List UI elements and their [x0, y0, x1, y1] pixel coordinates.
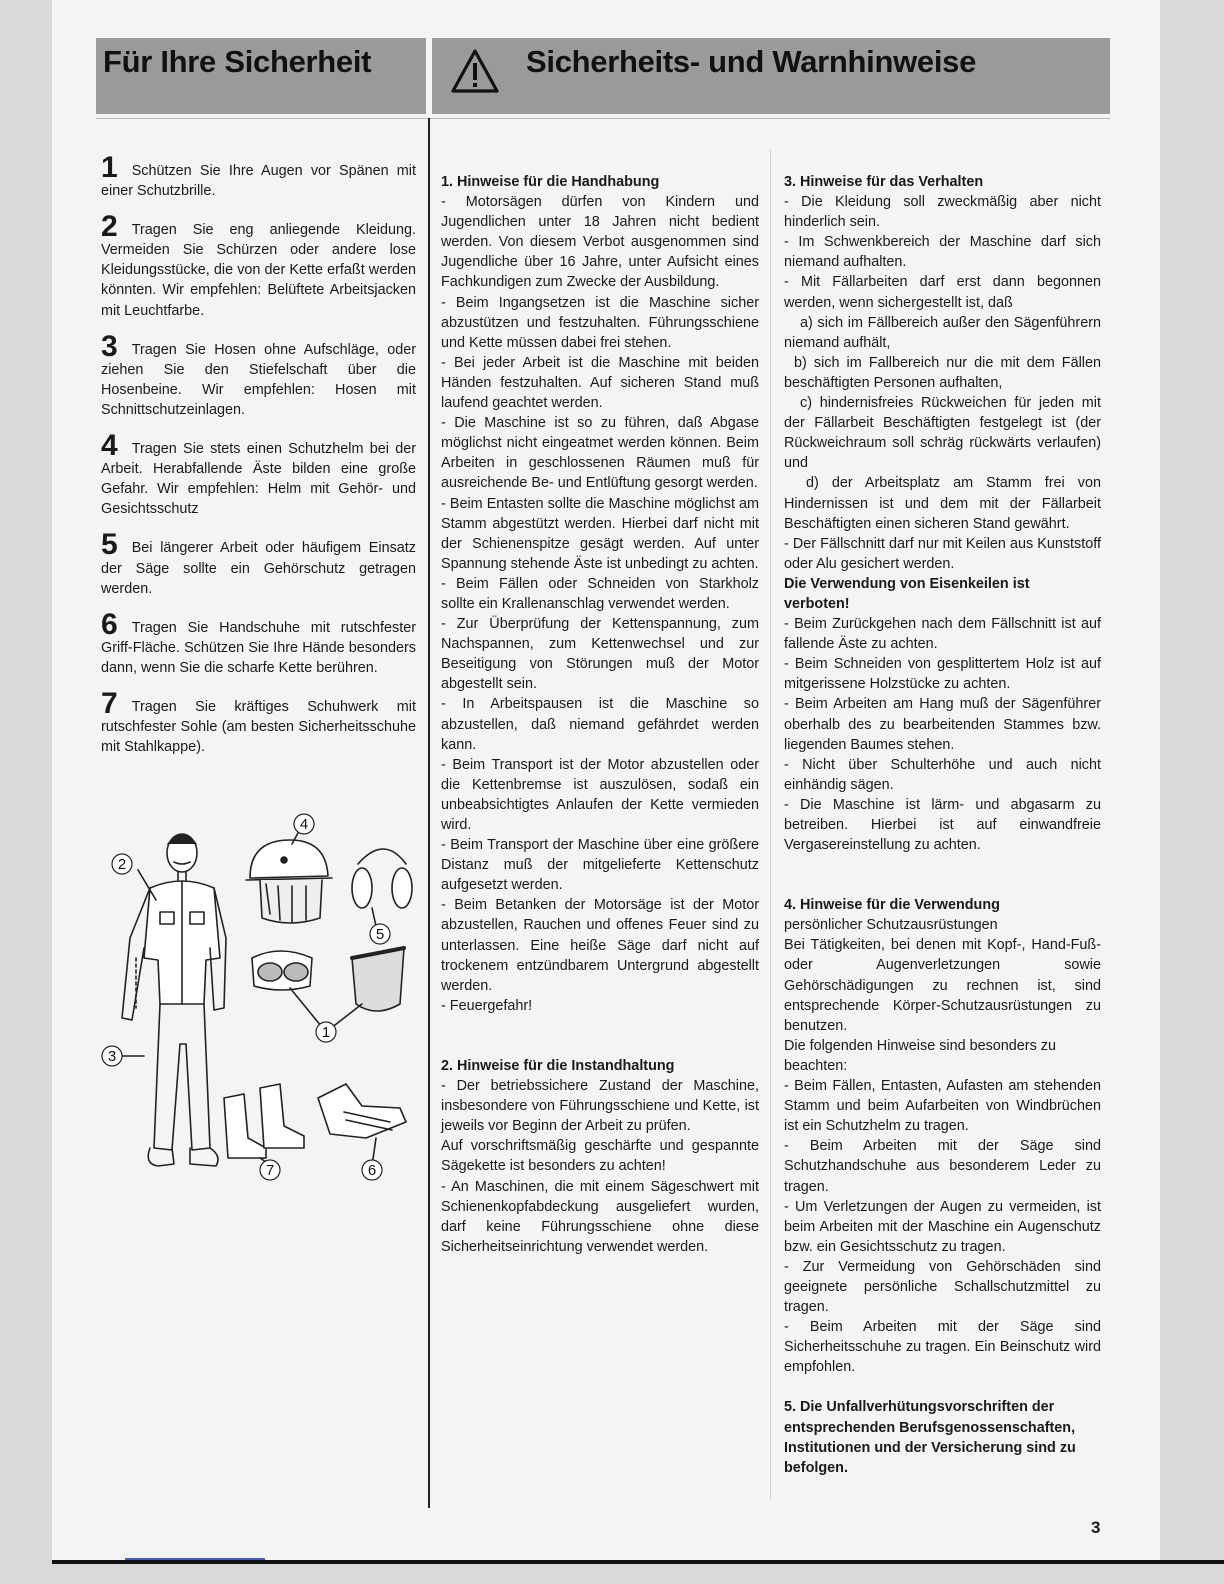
list-item: 5 Bei längerer Arbeit oder häufigem Einsatz der Säge sollte ein Gehörschutz getragen werden.	[101, 528, 416, 597]
list-item: - Feuergefahr!	[441, 997, 533, 1014]
list-item: - Beim Fällen, Entasten, Aufasten am stehenden Stamm und beim Aufarbeiten von Windbrüchen ist ein Schutzhelm zu tragen.	[784, 1078, 1101, 1135]
list-item: b) sich im Fallbereich nur die mit dem Fällen beschäftigten Personen aufhalten,	[784, 354, 1101, 391]
list-item: - Motorsägen dürfen von Kindern und Jugendlichen unter 18 Jahren nicht bedient werden. Von diesem Verbot ausgenommen sind Jugendliche über 16 Jahre, unter Aufsicht eines Fachkundigen zum Zwecke der Ausbildung.	[441, 194, 759, 291]
list-item: - Beim Zurückgehen nach dem Fällschnitt ist auf fallende Äste zu achten.	[784, 616, 1101, 653]
warning-triangle-icon	[450, 48, 500, 94]
section-subheading: persönlicher Schutzausrüstungen	[784, 917, 998, 934]
list-item: c) hindernisfreies Rückweichen für jeden mit der Fällarbeit Beschäftigten festgelegt ist (der Rückweichraum soll schräg rückwärts verlaufen) und	[784, 395, 1101, 472]
worker-figure-icon	[122, 834, 226, 1166]
safety-boots-icon	[224, 1084, 304, 1158]
list-item: - Beim Entasten sollte die Maschine möglichst am Stamm abgestützt werden. Hierbei darf nicht mit der Schienenspitze gesägt werden. Auf unter Spannung stehende Äste ist unbedingt zu achten.	[441, 495, 759, 572]
list-item: - Die Kleidung soll zweckmäßig aber nicht hinderlich sein.	[784, 194, 1101, 231]
label-3: 3	[107, 1048, 117, 1065]
list-item: - Beim Transport ist der Motor abzustellen oder die Kettenbremse ist auszulösen, sodaß ein unbeabsichtigtes Anlaufen der Kette vermieden wird.	[441, 756, 759, 833]
section-heading: 3. Hinweise für das Verhalten	[784, 174, 984, 190]
section-title-right: Sicherheits- und Warnhinweise	[526, 44, 977, 79]
list-item: - Zur Vermeidung von Gehörschäden sind geeignete persönliche Schallschutzmittel zu tragen.	[784, 1258, 1101, 1316]
safety-goggles-icon	[252, 951, 312, 990]
list-item: 2 Tragen Sie eng anliegende Kleidung. Vermeiden Sie Schürzen oder andere lose Kleidungsstücke, die von der Kette erfaßt werden könnten. Wir empfehlen: Belüftete Arbeitsjacken mit Leuchtfarbe.	[101, 210, 416, 319]
label-2: 2	[117, 856, 127, 873]
page-number: 3	[1091, 1518, 1101, 1537]
face-shield-icon	[352, 948, 404, 1011]
list-item: - Beim Arbeiten mit der Säge sind Schutzhandschuhe aus besonderem Leder zu tragen.	[784, 1138, 1101, 1195]
list-item: - Der betriebssichere Zustand der Maschine, insbesondere von Führungsschiene und Kette, ist jeweils vor Beginn der Arbeit zu prüfen.	[441, 1078, 759, 1135]
list-item: 6 Tragen Sie Handschuhe mit rutschfester Griff-Fläche. Schützen Sie Ihre Hände besonders dann, wenn Sie die scharfe Kette berühren.	[101, 607, 416, 676]
list-item: - Beim Fällen oder Schneiden von Starkholz sollte ein Krallenanschlag verwendet werden.	[441, 575, 759, 612]
list-item: - Die Maschine ist lärm- und abgasarm zu betreiben. Hierbei ist auf einwandfreie Vergasereinstellung zu achten.	[784, 796, 1101, 854]
label-7: 7	[265, 1162, 275, 1179]
gloves-icon	[318, 1084, 406, 1138]
list-item: - Beim Arbeiten am Hang muß der Sägenführer oberhalb des zu bearbeitenden Stammes bzw. liegenden Baumes stehen.	[784, 696, 1101, 753]
warning-text: Die Verwendung von Eisenkeilen ist verboten!	[784, 575, 1030, 612]
section-title-left: Für Ihre Sicherheit	[103, 44, 372, 79]
list-item: - Beim Ingangsetzen ist die Maschine sicher abzustützen und festzuhalten. Führungsschiene und Kette müssen dabei frei stehen.	[441, 294, 759, 351]
list-item: - Beim Schneiden von gesplittertem Holz ist auf mitgerissene Holzstücke zu achten.	[784, 656, 1101, 693]
list-item: - Zur Überprüfung der Kettenspannung, zum Nachspannen, zum Kettenwechsel und zur Beseitigung von Störungen muß der Motor abgestellt sein.	[441, 616, 759, 693]
list-item: Auf vorschriftsmäßig geschärfte und gespannte Sägekette ist besonders zu achten!	[441, 1138, 759, 1175]
list-item: 3 Tragen Sie Hosen ohne Aufschläge, oder ziehen Sie den Stiefelschaft über die Hosenbeine. Wir empfehlen: Hosen mit Schnittschutzeinlagen.	[101, 329, 416, 418]
list-item: - Um Verletzungen der Augen zu vermeiden, ist beim Arbeiten mit der Maschine ein Augenschutz bzw. ein Gesichtsschutz zu tragen.	[784, 1198, 1101, 1255]
section-heading: 5. Die Unfallverhütungsvorschriften der entsprechenden Berufsgenossenschaften, Institutionen und der Versicherung sind zu befolgen.	[784, 1399, 1076, 1476]
bottom-rule	[52, 1560, 1224, 1564]
list-item: - Beim Arbeiten mit der Säge sind Sicherheitsschuhe zu tragen. Ein Beinschutz wird empfohlen.	[784, 1319, 1101, 1376]
list-item: - In Arbeitspausen ist die Maschine so abzustellen, daß niemand gefährdet werden kann.	[441, 696, 759, 753]
column-divider-thin	[770, 150, 771, 1500]
section-heading: 4. Hinweise für die Verwendung	[784, 897, 1000, 914]
list-item: - Beim Betanken der Motorsäge ist der Motor abzustellen, Rauchen und offenes Feuer sind zu unterlassen. Eine heiße Säge darf nicht auf trockenem entzündbarem Untergrund abgestellt werden.	[441, 897, 759, 994]
list-item: 4 Tragen Sie stets einen Schutzhelm bei der Arbeit. Herabfallende Äste bilden eine große Gefahr. Wir empfehlen: Helm mit Gehör- und Gesichtsschutz	[101, 429, 416, 518]
list-item: 1 Schützen Sie Ihre Augen vor Spänen mit einer Schutzbrille.	[101, 151, 416, 200]
label-6: 6	[367, 1162, 377, 1179]
header-rule	[96, 118, 1110, 119]
handling-and-maintenance-section	[441, 172, 759, 1257]
list-item: d) der Arbeitsplatz am Stamm frei von Hindernissen ist und dem mit der Fällarbeit Beschäftigten einen sicheren Stand gewährt.	[784, 475, 1101, 532]
list-item: - Im Schwenkbereich der Maschine darf sich niemand aufhalten.	[784, 234, 1101, 271]
blue-mark	[125, 1558, 265, 1560]
list-item: - An Maschinen, die mit einem Sägeschwert mit Schienenkopfabdeckung ausgeliefert wurden, darf keine Führungsschiene ohne diese Sicherheitseinrichtung verwendet werden.	[441, 1178, 759, 1255]
section-heading: 2. Hinweise für die Instandhaltung	[441, 1057, 675, 1074]
list-item: Bei Tätigkeiten, bei denen mit Kopf-, Hand-Fuß- oder Augenverletzungen sowie Gehörschädigungen zu rechnen ist, sind entsprechende Körper-Schutzausrüstungen zu benutzen.	[784, 937, 1101, 1034]
safety-equipment-list	[101, 151, 416, 773]
list-item: - Beim Transport der Maschine über eine größere Distanz muß der mitgelieferte Kettenschutz aufgesetzt werden.	[441, 837, 759, 894]
protective-equipment-illustration	[100, 808, 420, 1198]
list-item: a) sich im Fällbereich außer den Sägenführern niemand aufhält,	[784, 314, 1101, 351]
section-heading: 1. Hinweise für die Handhabung	[441, 174, 660, 190]
helmet-icon	[246, 840, 332, 923]
list-item: Die folgenden Hinweise sind besonders zu beachten:	[784, 1037, 1056, 1074]
list-item: - Bei jeder Arbeit ist die Maschine mit beiden Händen festzuhalten. Auf sicheren Stand muß laufend geachtet werden.	[441, 354, 759, 412]
behaviour-and-protection-section	[784, 172, 1101, 1478]
list-item: - Mit Fällarbeiten darf erst dann begonnen werden, wenn sichergestellt ist, daß	[784, 274, 1101, 311]
column-divider	[428, 118, 430, 1508]
label-5: 5	[375, 926, 385, 943]
list-item: - Nicht über Schulterhöhe und auch nicht einhändig sägen.	[784, 756, 1101, 793]
list-item: 7 Tragen Sie kräftiges Schuhwerk mit rutschfester Sohle (am besten Sicherheitsschuhe mit Stahlkappe).	[101, 686, 416, 756]
label-1: 1	[321, 1024, 331, 1041]
list-item: - Der Fällschnitt darf nur mit Keilen aus Kunststoff oder Alu gesichert werden.	[784, 535, 1101, 572]
label-4: 4	[299, 816, 309, 833]
ear-protection-icon	[352, 849, 412, 908]
list-item: - Die Maschine ist so zu führen, daß Abgase möglichst nicht eingeatmet werden können. Beim Arbeiten in geschlossenen Räumen muß für ausreichende Be- und Entlüftung gesorgt werden.	[441, 415, 759, 492]
